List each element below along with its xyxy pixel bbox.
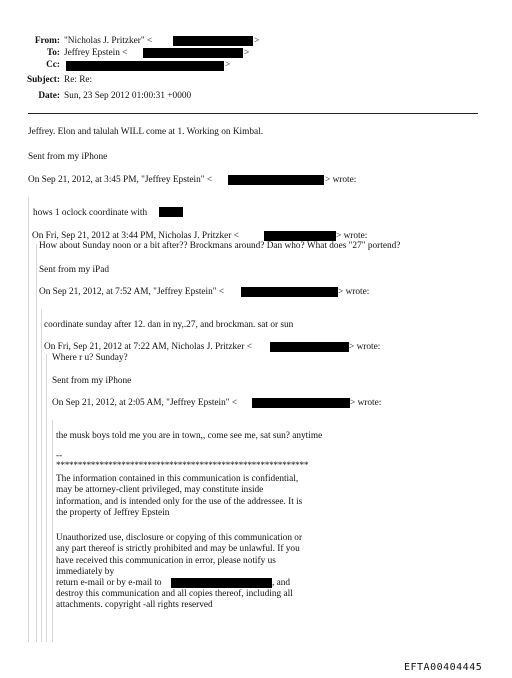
quote-header-5: On Sep 21, 2012, at 2:05 AM, "Jeffrey Epstein" < xyxy=(52,398,238,408)
message-body-1: Jeffrey. Elon and talulah WILL come at 1. Working on Kimbal. xyxy=(28,127,264,137)
disclaimer-paragraph-1: The information contained in this communication is confidential, may be attorney-client privileged, may constitute inside information, and is intended only for the use of the addressee. It is the property of Jeffrey Epstein xyxy=(56,474,303,518)
quote-header-1: On Sep 21, 2012, at 3:45 PM, "Jeffrey Epstein" < xyxy=(28,175,213,185)
redaction-q2 xyxy=(264,231,336,241)
quote-bar-1 xyxy=(28,197,29,642)
message-body-6: the musk boys told me you are in town,, come see me, sat sun? anytime xyxy=(56,431,323,441)
subject-value: Re: Re: xyxy=(64,75,93,85)
from-value: "Nicholas J. Pritzker" < xyxy=(64,36,153,46)
quote-header-2: On Fri, Sep 21, 2012 at 3:44 PM, Nicholas J. Pritzker < xyxy=(32,231,239,241)
to-bracket: > xyxy=(244,48,250,58)
redaction-from xyxy=(173,36,253,46)
quote-bar-3 xyxy=(41,309,42,642)
header-divider xyxy=(28,113,478,114)
date-label: Date: xyxy=(38,91,60,101)
from-bracket: > xyxy=(254,36,260,46)
quote-wrote-2: > wrote: xyxy=(336,231,368,241)
message-body-4: coordinate sunday after 12. dan in ny,.27, and brockman. sat or sun xyxy=(44,320,294,330)
message-body-2: hows 1 oclock coordinate with xyxy=(33,208,148,218)
signature-stars: ********************************************************** xyxy=(56,461,309,471)
quote-wrote-4: > wrote: xyxy=(349,342,381,352)
cc-bracket: > xyxy=(225,60,231,70)
cc-label: Cc: xyxy=(46,60,60,70)
quote-wrote-3: > wrote: xyxy=(338,287,370,297)
disclaimer-paragraph-3b: , and xyxy=(272,578,291,588)
from-label: From: xyxy=(34,36,60,46)
disclaimer-paragraph-4: destroy this communication and all copies thereof, including all attachments. copyright -all rights reserved xyxy=(56,589,293,611)
signature-3: Sent from my iPad xyxy=(39,265,109,275)
quote-header-4: On Fri, Sep 21, 2012 at 7:22 AM, Nicholas J. Pritzker < xyxy=(44,342,252,352)
redaction-email xyxy=(171,578,272,588)
disclaimer-paragraph-3a: return e-mail or by e-mail to xyxy=(56,578,162,588)
signature-5: Sent from my iPhone xyxy=(52,376,132,386)
redaction-q4 xyxy=(270,342,349,352)
quote-header-3: On Sep 21, 2012, at 7:52 AM, "Jeffrey Epstein" < xyxy=(39,287,225,297)
to-label: To: xyxy=(46,48,60,58)
quote-wrote-1: > wrote: xyxy=(325,175,357,185)
quote-wrote-5: > wrote: xyxy=(350,398,382,408)
disclaimer-paragraph-2: Unauthorized use, disclosure or copying of this communication or any part thereof is strictly prohibited and may be unlawful. If you have received this communication in error, please notify us immediately by xyxy=(56,533,303,577)
quote-bar-5 xyxy=(52,420,53,642)
redaction-cc xyxy=(66,61,224,71)
signature-dash: -- xyxy=(56,451,63,461)
redaction-q1 xyxy=(228,175,324,185)
message-body-3: How about Sunday noon or a bit after?? Brockmans around? Dan who? What does "27" portend? xyxy=(39,241,401,251)
date-value: Sun, 23 Sep 2012 01:00:31 +0000 xyxy=(64,91,192,101)
redaction-q3 xyxy=(241,287,338,297)
message-body-5: Where r u? Sunday? xyxy=(52,353,128,363)
file-id: EFTA00404445 xyxy=(404,662,483,673)
redaction-to xyxy=(143,48,243,58)
subject-label: Subject: xyxy=(26,75,60,85)
quote-bar-2 xyxy=(36,244,37,642)
quote-bar-4 xyxy=(46,354,47,642)
redaction-q5 xyxy=(252,398,350,408)
redaction-m2 xyxy=(159,207,183,217)
signature-1: Sent from my iPhone xyxy=(28,152,108,162)
to-value: Jeffrey Epstein < xyxy=(64,48,128,58)
